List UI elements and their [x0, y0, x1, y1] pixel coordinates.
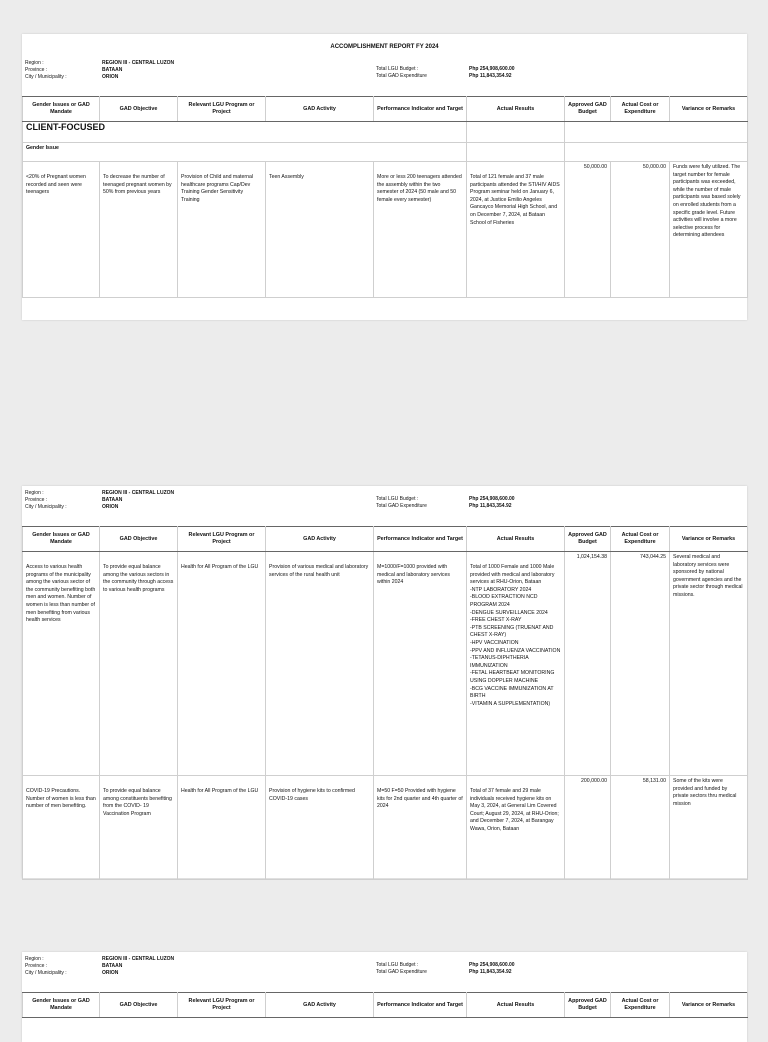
cell-activity: Provision of hygiene kits to confirmed COVID-19 cases — [266, 776, 374, 880]
province-value: BATAAN — [102, 963, 123, 969]
province-value: BATAAN — [102, 67, 123, 73]
expenditure-label: Total GAD Expenditure — [376, 969, 427, 975]
cell-remarks: Some of the kits were provided and funded by private sectors thru medical mission — [670, 776, 748, 880]
col-performance-indicator: Performance Indicator and Target — [374, 993, 467, 1018]
city-label: City / Municipality : — [25, 970, 67, 976]
col-variance-remarks: Variance or Remarks — [670, 97, 748, 122]
col-performance-indicator: Performance Indicator and Target — [374, 97, 467, 122]
gad-table — [22, 96, 748, 298]
region-value: REGION III - CENTRAL LUZON — [102, 490, 175, 496]
budget-label: Total LGU Budget : — [376, 496, 419, 502]
region-label: Region : — [25, 956, 44, 962]
col-approved-budget: Approved GAD Budget — [565, 97, 611, 122]
cell-cost: 58,131.00 — [611, 776, 670, 880]
section-title: CLIENT-FOCUSED — [23, 122, 467, 143]
cell-objective: To decrease the number of teenaged pregnant women by 50% from previous years — [100, 162, 178, 298]
budget-value: Php 254,908,600.00 — [469, 496, 515, 502]
region-value: REGION III - CENTRAL LUZON — [102, 60, 175, 66]
city-value: ORION — [102, 504, 119, 510]
report-header — [22, 490, 747, 518]
cell-issue: <20% of Pregnant women recorded and seen were teenagers — [23, 162, 100, 298]
col-gender-issue: Gender Issues or GAD Mandate — [23, 527, 100, 552]
city-value: ORION — [102, 74, 119, 80]
expenditure-label: Total GAD Expenditure — [376, 73, 427, 79]
cell-results: Total of 37 female and 29 male individuals received hygiene kits on May 3, 2024, at General Lim Covered Court; August 29, 2024, at RHU-Orion; and December 7, 2024, at Barangay Wawa, Orion, Bataan — [467, 776, 565, 880]
cell-indicator: M=1000/F=1000 provided with medical and laboratory services within 2024 — [374, 552, 467, 776]
col-gad-activity: GAD Activity — [266, 993, 374, 1018]
subsection-row — [23, 143, 748, 162]
col-actual-cost: Actual Cost or Expenditure — [611, 993, 670, 1018]
expenditure-value: Php 11,843,354.92 — [469, 503, 512, 509]
cell-remarks: Several medical and laboratory services were sponsored by national government agencies and the private sector through medical missions. — [670, 552, 748, 776]
report-page-1 — [22, 34, 747, 320]
report-page-3 — [22, 952, 747, 1042]
cell-results: Total of 1000 Female and 1000 Male provided with medical and laboratory services at RHU-Orion, Bataan -NTP LABORATORY 2024 -BLOOD EXTRACTION NCD PROGRAM 2024 -DENGUE SURVEILLANCE 2024 -FREE CHEST X-RAY -PTB SCREENING (TRUENAT AND CHEST X-RAY) -HPV VACCINATION -PPV AND INFLUENZA VACCINATION -TETANUS-DIPHTHERIA IMMUNIZATION -FETAL HEARTBEAT MONITORING USING DOPPLER MACHINE -BCG VACCINE IMMUNIZATION AT BIRTH -VITAMIN A SUPPLEMENTATION) — [467, 552, 565, 776]
city-label: City / Municipality : — [25, 74, 67, 80]
cell-activity: Teen Assembly — [266, 162, 374, 298]
cell-budget: 1,024,154.38 — [565, 552, 611, 776]
col-variance-remarks: Variance or Remarks — [670, 527, 748, 552]
cell-issue: Access to various health programs of the municipality among the various sector of the community benefiting both men and women. Number of women is less than number of men benefiting from various health services — [23, 552, 100, 776]
cell-indicator: More or less 200 teenagers attended the assembly within the two semester of 2024 (50 male and 50 female every semester) — [374, 162, 467, 298]
col-lgu-program: Relevant LGU Program or Project — [178, 993, 266, 1018]
table-header-row — [23, 993, 748, 1018]
city-value: ORION — [102, 970, 119, 976]
col-gad-objective: GAD Objective — [100, 97, 178, 122]
budget-label: Total LGU Budget : — [376, 962, 419, 968]
col-approved-budget: Approved GAD Budget — [565, 993, 611, 1018]
table-row — [23, 776, 748, 880]
table-header-row — [23, 97, 748, 122]
cell-indicator: M=50 F=50 Provided with hygiene kits for 2nd quarter and 4th quarter of 2024 — [374, 776, 467, 880]
gad-table — [22, 526, 748, 880]
col-lgu-program: Relevant LGU Program or Project — [178, 97, 266, 122]
region-label: Region : — [25, 60, 44, 66]
report-header — [22, 956, 747, 984]
report-title: ACCOMPLISHMENT REPORT FY 2024 — [330, 44, 439, 50]
col-gad-objective: GAD Objective — [100, 527, 178, 552]
cell-program: Health for All Program of the LGU — [178, 776, 266, 880]
table-row — [23, 162, 748, 298]
col-gad-activity: GAD Activity — [266, 527, 374, 552]
table-row — [23, 552, 748, 776]
cell-objective: To provide equal balance among the various sectors in the community through access to various health programs — [100, 552, 178, 776]
province-label: Province : — [25, 67, 48, 73]
col-actual-cost: Actual Cost or Expenditure — [611, 97, 670, 122]
col-actual-results: Actual Results — [467, 97, 565, 122]
col-actual-cost: Actual Cost or Expenditure — [611, 527, 670, 552]
report-page-2 — [22, 486, 747, 878]
province-value: BATAAN — [102, 497, 123, 503]
cell-activity: Provision of various medical and laboratory services of the rural health unit — [266, 552, 374, 776]
col-performance-indicator: Performance Indicator and Target — [374, 527, 467, 552]
cell-cost: 743,044.25 — [611, 552, 670, 776]
cell-objective: To provide equal balance among constituents benefiting from the COVID- 19 Vaccination Program — [100, 776, 178, 880]
region-label: Region : — [25, 490, 44, 496]
col-gender-issue: Gender Issues or GAD Mandate — [23, 97, 100, 122]
expenditure-value: Php 11,843,354.92 — [469, 73, 512, 79]
cell-program: Health for All Program of the LGU — [178, 552, 266, 776]
table-header-row — [23, 527, 748, 552]
budget-label: Total LGU Budget : — [376, 66, 419, 72]
col-variance-remarks: Variance or Remarks — [670, 993, 748, 1018]
col-lgu-program: Relevant LGU Program or Project — [178, 527, 266, 552]
section-row — [23, 122, 748, 143]
cell-budget: 200,000.00 — [565, 776, 611, 880]
budget-value: Php 254,908,600.00 — [469, 66, 515, 72]
gad-table — [22, 992, 748, 1018]
expenditure-value: Php 11,843,354.92 — [469, 969, 512, 975]
province-label: Province : — [25, 497, 48, 503]
cell-cost: 50,000.00 — [611, 162, 670, 298]
cell-budget: 50,000.00 — [565, 162, 611, 298]
province-label: Province : — [25, 963, 48, 969]
col-approved-budget: Approved GAD Budget — [565, 527, 611, 552]
report-header — [22, 60, 747, 88]
subsection-title: Gender Issue — [23, 143, 467, 162]
cell-program: Provision of Child and maternal healthcare programs Cap/Dev Training Gender Sensitivity Training — [178, 162, 266, 298]
col-gad-objective: GAD Objective — [100, 993, 178, 1018]
cell-remarks: Funds were fully utilized. The target number for female participants was exceeded, while the number of male participants was based solely on enrolled students from a specific grade level. Future activities will involve a more selective process for determining attendees — [670, 162, 748, 298]
cell-results: Total of 121 female and 37 male participants attended the STI/HIV AIDS Program seminar held on January 6, 2024, at Justice Emilio Angeles Gancayco Memorial High School, and on December 7, 2024, at Bataan School of Fisheries — [467, 162, 565, 298]
budget-value: Php 254,908,600.00 — [469, 962, 515, 968]
cell-issue: COVID-19 Precautions. Number of women is less than number of men benefiting. — [23, 776, 100, 880]
region-value: REGION III - CENTRAL LUZON — [102, 956, 175, 962]
city-label: City / Municipality : — [25, 504, 67, 510]
col-actual-results: Actual Results — [467, 993, 565, 1018]
col-gender-issue: Gender Issues or GAD Mandate — [23, 993, 100, 1018]
expenditure-label: Total GAD Expenditure — [376, 503, 427, 509]
col-gad-activity: GAD Activity — [266, 97, 374, 122]
col-actual-results: Actual Results — [467, 527, 565, 552]
